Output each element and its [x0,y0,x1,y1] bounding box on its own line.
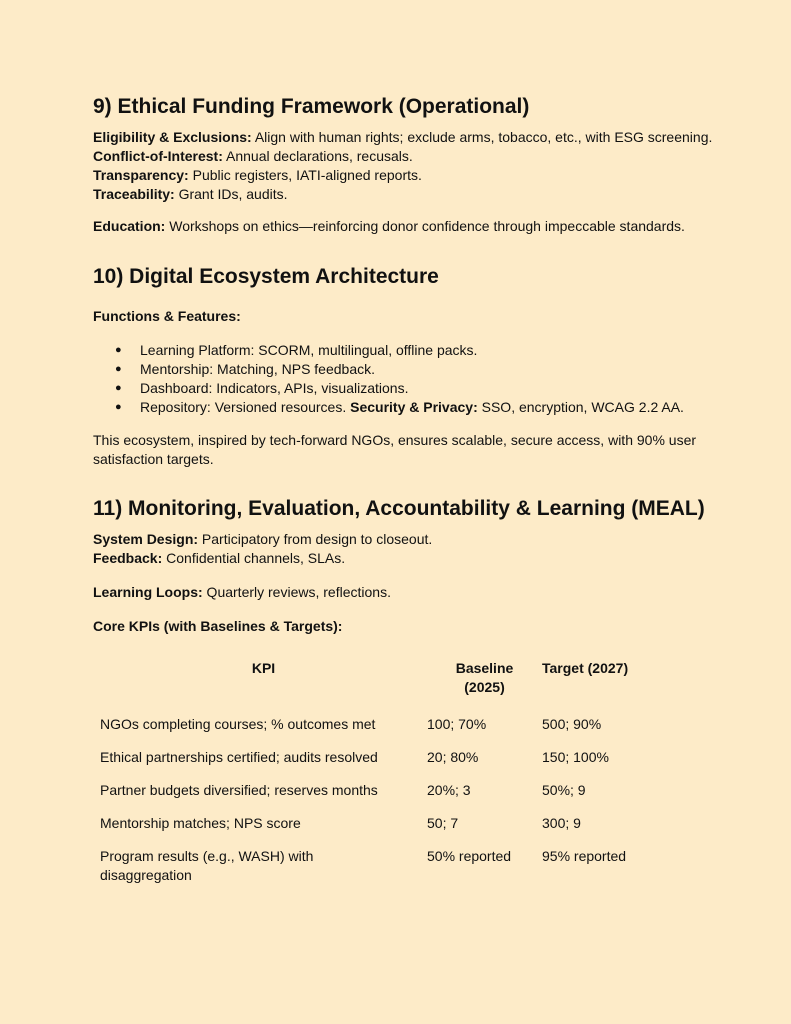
list-item [115,379,713,398]
learning-loops-paragraph [93,583,713,602]
transparency-paragraph [93,166,713,185]
table-row [100,847,662,885]
ecosystem-summary: This ecosystem, inspired by tech-forward NGOs, ensures scalable, secure access, with 90% user satisfaction targets. [93,432,697,467]
conflict-text: Annual declarations, recusals. [222,148,413,164]
baseline-cell: 50% reported [427,848,512,864]
bullet-icon: ● [115,382,122,394]
transparency-text: Public registers, IATI-aligned reports. [188,167,422,183]
functions-features-label [93,307,713,326]
system-design-text: Participatory from design to closeout. [198,531,433,547]
core-kpis-text: Core KPIs (with Baselines & Targets): [93,618,343,634]
features-list [93,341,713,417]
eligibility-paragraph [93,128,713,147]
kpi-cell: Program results (e.g., WASH) with disaggregation [100,848,314,883]
traceability-text: Grant IDs, audits. [174,186,288,202]
security-label: Security & Privacy: [350,399,478,415]
table-row [100,748,662,781]
section-9-heading: 9) Ethical Funding Framework (Operational) [93,95,530,118]
bullet-icon: ● [115,344,122,356]
kpi-cell: Ethical partnerships certified; audits resolved [100,749,378,765]
target-cell: 300; 9 [542,815,581,831]
baseline-cell: 20%; 3 [427,782,471,798]
baseline-cell: 50; 7 [427,815,459,831]
feedback-paragraph [93,549,713,568]
conflict-paragraph [93,147,713,166]
core-kpis-label [93,617,713,636]
list-item-text: Learning Platform: SCORM, multilingual, offline packs. [140,342,478,358]
target-cell: 50%; 9 [542,782,586,798]
table-row [100,814,662,847]
bullet-icon: ● [115,363,122,375]
conflict-label: Conflict-of-Interest: [93,148,223,164]
kpi-table-header [100,659,662,715]
eligibility-label: Eligibility & Exclusions: [93,129,252,145]
list-item [115,341,713,360]
functions-features-text: Functions & Features: [93,308,241,324]
traceability-label: Traceability: [93,186,175,202]
kpi-cell: NGOs completing courses; % outcomes met [100,716,376,732]
learning-loops-label: Learning Loops: [93,584,203,600]
feedback-label: Feedback: [93,550,163,566]
education-paragraph [93,217,713,236]
kpi-table [100,659,662,885]
education-label: Education: [93,218,166,234]
list-item-text: Mentorship: Matching, NPS feedback. [140,361,376,377]
kpi-column-header: KPI [251,660,276,676]
document-content [93,92,713,885]
security-text: SSO, encryption, WCAG 2.2 AA. [477,399,684,415]
target-column-header: Target (2027) [542,660,629,676]
baseline-cell: 100; 70% [427,716,487,732]
table-row [100,781,662,814]
baseline-cell: 20; 80% [427,749,479,765]
kpi-cell: Mentorship matches; NPS score [100,815,301,831]
section-11-heading: 11) Monitoring, Evaluation, Accountability & Learning (MEAL) [93,497,705,520]
baseline-column-header: Baseline (2025) [455,660,514,695]
learning-loops-text: Quarterly reviews, reflections. [202,584,391,600]
kpi-cell: Partner budgets diversified; reserves months [100,782,378,798]
list-item-text: Repository: Versioned resources. [140,399,351,415]
target-cell: 95% reported [542,848,627,864]
target-cell: 150; 100% [542,749,609,765]
section-10-heading: 10) Digital Ecosystem Architecture [93,265,439,288]
list-item-text: Dashboard: Indicators, APIs, visualizations. [140,380,409,396]
education-text: Workshops on ethics—reinforcing donor confidence through impeccable standards. [165,218,685,234]
list-item [115,398,713,417]
eligibility-text: Align with human rights; exclude arms, tobacco, etc., with ESG screening. [251,129,713,145]
transparency-label: Transparency: [93,167,189,183]
traceability-paragraph [93,185,713,204]
feedback-text: Confidential channels, SLAs. [162,550,346,566]
list-item [115,360,713,379]
system-design-paragraph [93,530,713,549]
system-design-label: System Design: [93,531,199,547]
target-cell: 500; 90% [542,716,602,732]
bullet-icon: ● [115,401,122,413]
table-row [100,715,662,748]
